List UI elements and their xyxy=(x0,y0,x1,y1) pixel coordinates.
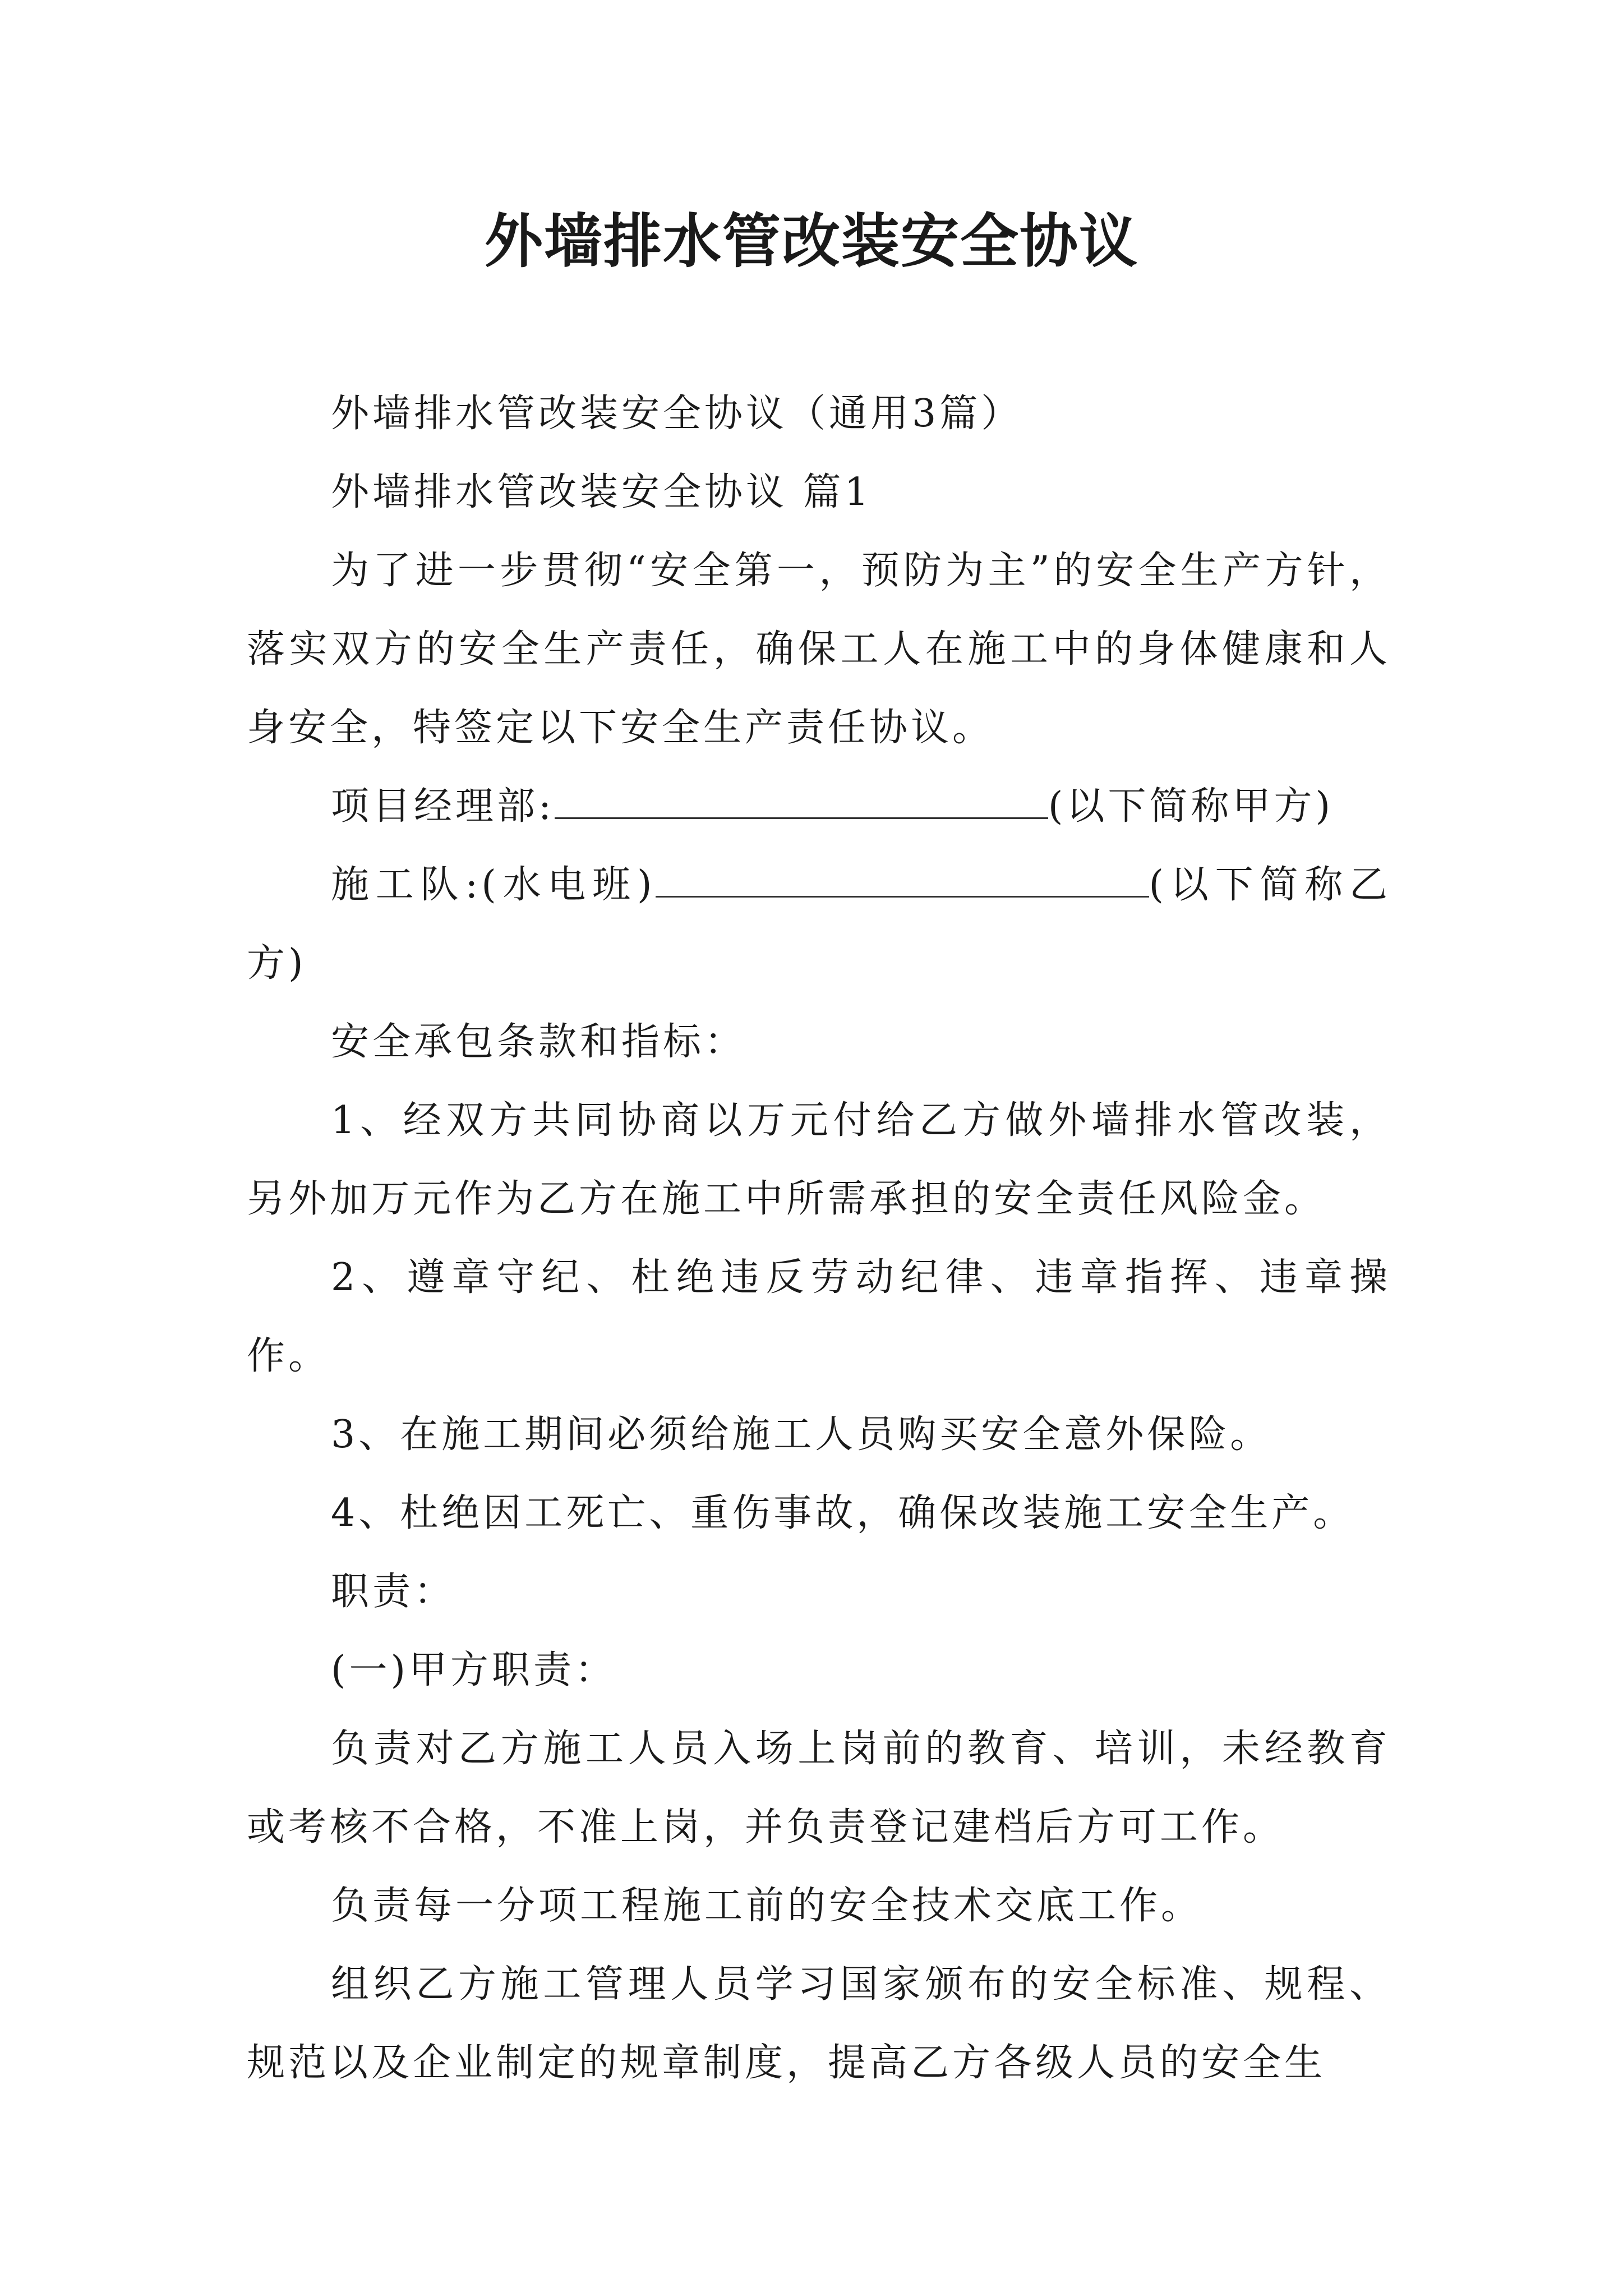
paragraph-term-1: 1、经双方共同协商以万元付给乙方做外墙排水管改装，另外加万元作为乙方在施工中所需承担的安全责任风险金。 xyxy=(247,1098,1391,1221)
party-b-suffix: (以下简称乙方) xyxy=(247,863,1391,986)
paragraph-duty-2: 负责每一分项工程施工前的安全技术交底工作。 xyxy=(331,1884,1203,1928)
paragraph-duty-1: 负责对乙方施工人员入场上岗前的教育、培训，未经教育或考核不合格，不准上岗，并负责登记建档后方可工作。 xyxy=(247,1727,1391,1849)
paragraph-terms-heading: 安全承包条款和指标： xyxy=(331,1020,746,1064)
paragraph-term-3: 3、在施工期间必须给施工人员购买安全意外保险。 xyxy=(331,1412,1272,1457)
party-a-blank-line xyxy=(555,783,1048,819)
paragraph-term-2: 2、遵章守纪、杜绝违反劳动纪律、违章指挥、违章操作。 xyxy=(247,1255,1391,1378)
paragraph-party-a xyxy=(247,767,1391,846)
document-title: 外墙排水管改装安全协议 xyxy=(484,206,1138,275)
paragraph-term-4: 4、杜绝因工死亡、重伤事故，确保改装施工安全生产。 xyxy=(331,1491,1355,1535)
party-a-label: 项目经理部: xyxy=(331,784,555,829)
paragraph-section-heading: 外墙排水管改装安全协议 篇1 xyxy=(331,470,872,514)
paragraph-duties-heading: 职责： xyxy=(331,1570,456,1614)
paragraph-intro: 为了进一步贯彻“安全第一，预防为主”的安全生产方针，落实双方的安全生产责任，确保工人在施工中的身体健康和人身安全，特签定以下安全生产责任协议。 xyxy=(247,549,1391,750)
party-a-suffix: (以下简称甲方) xyxy=(1048,784,1334,829)
paragraph-party-b xyxy=(247,846,1391,1003)
paragraph-subtitle: 外墙排水管改装安全协议（通用3篇） xyxy=(331,392,1023,436)
paragraph-duty-3: 组织乙方施工管理人员学习国家颁布的安全标准、规程、规范以及企业制定的规章制度，提高乙方各级人员的安全生 xyxy=(247,1962,1391,2085)
party-b-label: 施工队:(水电班) xyxy=(331,863,656,907)
document-body xyxy=(247,375,1391,2102)
party-b-blank-line xyxy=(656,861,1149,898)
paragraph-party-a-duties-heading: (一)甲方职责： xyxy=(331,1648,617,1692)
